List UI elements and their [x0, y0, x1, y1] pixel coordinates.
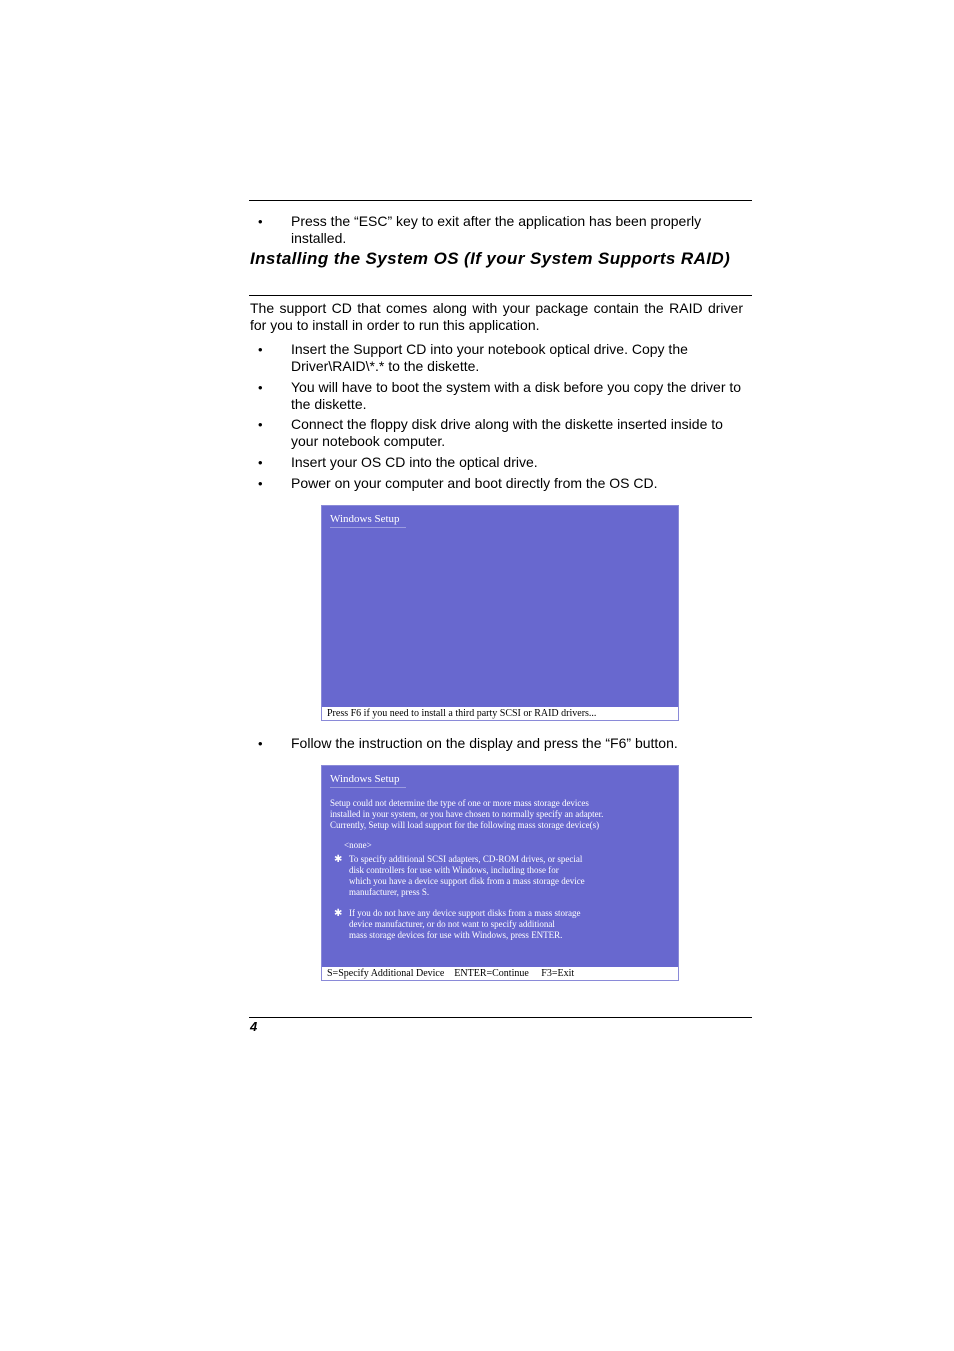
list-item-text: You will have to boot the system with a disk before you copy the driver to the diskette.	[291, 379, 742, 412]
list-item-text: Power on your computer and boot directly from the OS CD.	[291, 475, 658, 491]
option-line: If you do not have any device support disks from a mass storage	[349, 908, 581, 918]
option-line: manufacturer, press S.	[349, 887, 430, 897]
top-rule	[249, 200, 752, 201]
bullet-dot-icon: •	[258, 380, 263, 395]
setup-status-bar: S=Specify Additional Device ENTER=Continue F3=Exit	[322, 966, 678, 980]
setup-message-line: Setup could not determine the type of one or more mass storage devices	[330, 798, 589, 808]
bullet-dot-icon: •	[258, 417, 263, 432]
list-item-text: Insert the Support CD into your notebook optical drive. Copy the Driver\RAID\*.* to the diskette.	[291, 341, 688, 374]
bullet-dot-icon: •	[258, 736, 263, 751]
windows-setup-screenshot-2	[321, 765, 679, 981]
heading-rule	[249, 295, 752, 296]
list-item-text: Follow the instruction on the display and press the “F6” button.	[291, 735, 678, 751]
intro-paragraph: The support CD that comes along with your package contain the RAID driver for you to install in order to run this application.	[250, 300, 743, 333]
list-item-text: Press the “ESC” key to exit after the application has been properly installed.	[291, 213, 702, 246]
asterisk-icon: ✱	[334, 854, 343, 865]
bullet-dot-icon: •	[258, 455, 263, 470]
option-line: disk controllers for use with Windows, including those for	[349, 865, 559, 875]
bullet-dot-icon: •	[258, 476, 263, 491]
bottom-rule	[249, 1017, 752, 1018]
option-line: mass storage devices for use with Windows, press ENTER.	[349, 930, 563, 940]
page-number: 4	[250, 1019, 258, 1034]
option-line: which you have a device support disk from a mass storage device	[349, 876, 585, 886]
device-none-label: <none>	[344, 840, 372, 850]
setup-message-line: installed in your system, or you have chosen to normally specify an adapter.	[330, 809, 604, 819]
asterisk-icon: ✱	[334, 908, 343, 919]
option-line: To specify additional SCSI adapters, CD-ROM drives, or special	[349, 854, 583, 864]
windows-setup-screenshot-1	[321, 505, 679, 721]
list-item-text: Connect the floppy disk drive along with the diskette inserted inside to your notebook computer.	[291, 416, 723, 449]
setup-title: Windows Setup	[330, 513, 400, 525]
title-underline	[330, 787, 406, 788]
bullet-dot-icon: •	[258, 342, 263, 357]
bullet-dot-icon: •	[258, 214, 263, 229]
option-line: device manufacturer, or do not want to specify additional	[349, 919, 555, 929]
setup-title: Windows Setup	[330, 773, 400, 785]
title-underline	[330, 527, 406, 528]
list-item-text: Insert your OS CD into the optical drive.	[291, 454, 538, 470]
setup-status-bar: Press F6 if you need to install a third party SCSI or RAID drivers...	[322, 706, 678, 720]
setup-message-line: Currently, Setup will load support for the following mass storage device(s)	[330, 820, 600, 830]
section-heading: Installing the System OS (If your System Supports RAID)	[250, 249, 731, 268]
